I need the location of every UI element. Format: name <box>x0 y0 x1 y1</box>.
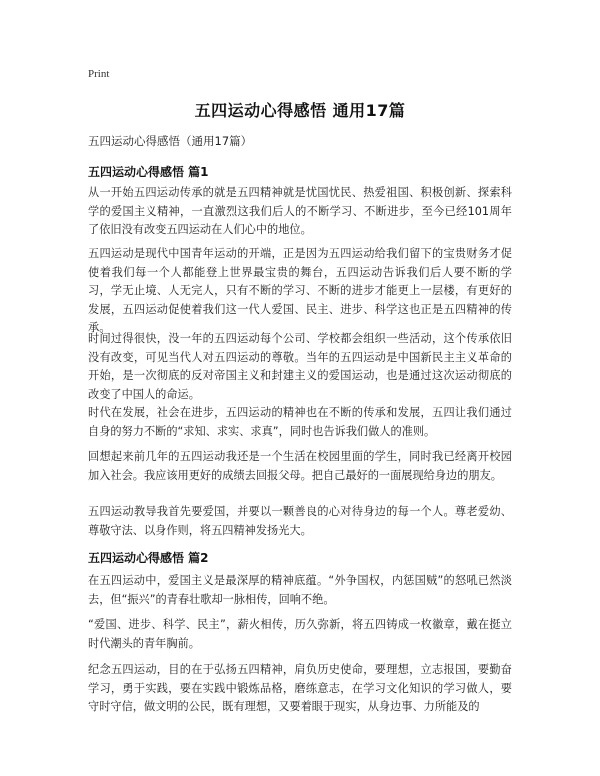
paragraph: 在五四运动中，爱国主义是最深厚的精神底蕴。“外争国权，内惩国贼”的怒吼已然淡去，但“振兴”的青春壮歌却一脉相传，回响不绝。 <box>88 574 512 606</box>
paragraph: 五四运动教导我首先要爱国，并要以一颗善良的心对待身边的每一个人。尊老爱幼、尊敬守法、以身作则，将五四精神发扬光大。 <box>88 505 512 537</box>
paragraph: 回想起来前几年的五四运动我还是一个生活在校园里面的学生，同时我已经离开校园加入社会。我应该用更好的成绩去回报父母。把自己最好的一面展现给身边的朋友。 <box>88 450 512 482</box>
paragraph: 五四运动是现代中国青年运动的开端，正是因为五四运动给我们留下的宝贵财务才促使着我们每一个人都能登上世界最宝贵的舞台，五四运动告诉我们后人要不断的学习，学无止境、人无完人，只有不断的学习、不断的进步才能更上一层楼，有更好的发展，五四运动促使着我们这一代人爱国、民主、进步、科学这也正是五四精神的传承。 <box>88 247 512 334</box>
paragraph: “爱国、进步、科学、民主”，薪火相传，历久弥新，将五四铸成一枚徽章，戴在挺立时代潮头的青年胸前。 <box>88 618 512 650</box>
section-heading-1: 五四运动心得感悟 篇1 <box>88 165 209 179</box>
page-title: 五四运动心得感悟 通用17篇 <box>194 101 406 120</box>
paragraph: 时代在发展，社会在进步，五四运动的精神也在不断的传承和发展，五四让我们通过自身的努力不断的“求知、求实、求真”，同时也告诉我们做人的准则。 <box>88 406 512 438</box>
paragraph: 从一开始五四运动传承的就是五四精神就是忧国忧民、热爱祖国、积极创新、探索科学的爱国主义精神，一直激烈这我们后人的不断学习、不断进步，至今已经101周年了依旧没有改变五四运动在人们心中的地位。 <box>88 186 512 236</box>
section-heading-2: 五四运动心得感悟 篇2 <box>88 551 209 565</box>
print-label[interactable]: Print <box>88 68 110 80</box>
document-subtitle: 五四运动心得感悟（通用17篇） <box>88 134 253 148</box>
paragraph: 时间过得很快，没一年的五四运动每个公司、学校都会组织一些活动，这个传承依旧没有改变，可见当代人对五四运动的尊敬。当年的五四运动是中国新民主主义革命的开始，是一次彻底的反对帝国主义和封建主义的爱国运动，也是通过这次运动彻底的改变了中国人的命运。 <box>88 332 512 401</box>
paragraph: 纪念五四运动，目的在于弘扬五四精神，肩负历史使命，要理想，立志报国，要勤奋学习，勇于实践，要在实践中锻炼品格，磨练意志，在学习文化知识的学习做人，要守时守信，做文明的公民，既有理想，又要着眼于现实，从身边事、力所能及的 <box>88 663 512 713</box>
